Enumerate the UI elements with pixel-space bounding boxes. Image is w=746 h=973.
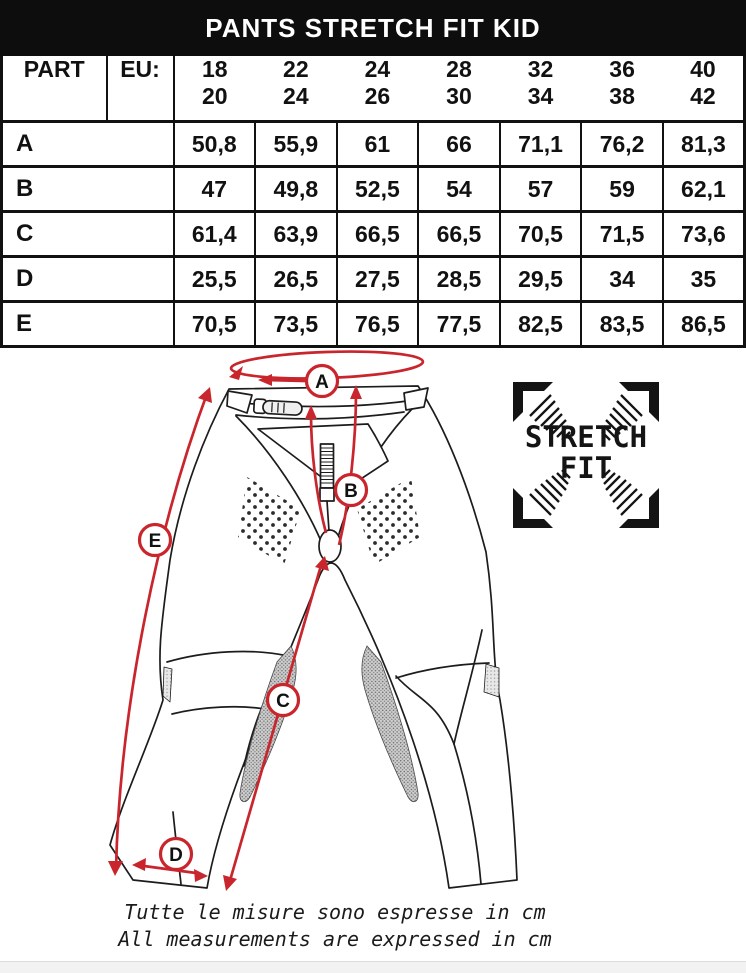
caption-line-english: All measurements are expressed in cm bbox=[118, 927, 552, 951]
measure-badge-a bbox=[307, 366, 338, 397]
row-label: D bbox=[16, 265, 34, 292]
size-value-cell: 59 bbox=[581, 167, 663, 212]
size-top: 24 bbox=[364, 56, 391, 82]
size-value-cell: 83,5 bbox=[581, 302, 663, 347]
size-top: 22 bbox=[283, 56, 309, 82]
size-value-cell: 73,5 bbox=[255, 302, 337, 347]
size-value-cell: 63,9 bbox=[255, 212, 337, 257]
measure-badge-b bbox=[336, 475, 367, 506]
size-header-cell bbox=[663, 56, 745, 122]
size-bottom: 42 bbox=[690, 83, 716, 109]
size-top: 28 bbox=[446, 56, 472, 82]
stretch-fit-logo bbox=[513, 382, 659, 528]
size-value-cell: 52,5 bbox=[337, 167, 419, 212]
size-header-cell bbox=[255, 56, 337, 122]
size-value-cell: 47 bbox=[174, 167, 256, 212]
measure-badge-c bbox=[268, 685, 299, 716]
table-header-row bbox=[2, 56, 745, 122]
size-value-cell: 71,1 bbox=[500, 122, 582, 167]
size-value-cell: 86,5 bbox=[663, 302, 745, 347]
size-header-cell bbox=[500, 56, 582, 122]
table-row bbox=[2, 257, 745, 302]
size-bottom: 30 bbox=[446, 83, 472, 109]
stretch-fit-text-line1: STRETCH bbox=[524, 420, 648, 454]
size-value-cell: 26,5 bbox=[255, 257, 337, 302]
size-header-cell bbox=[174, 56, 256, 122]
chart-title: PANTS STRETCH FIT KID bbox=[205, 12, 541, 43]
size-value-cell: 62,1 bbox=[663, 167, 745, 212]
chart-title-bar bbox=[0, 0, 746, 56]
size-top: 32 bbox=[527, 56, 554, 82]
size-bottom: 38 bbox=[609, 83, 635, 109]
size-value-cell: 61,4 bbox=[174, 212, 256, 257]
size-value-cell: 57 bbox=[500, 167, 582, 212]
size-value-cell: 82,5 bbox=[500, 302, 582, 347]
caption-line-italian: Tutte le misure sono espresse in cm bbox=[124, 900, 546, 924]
measure-badge-d bbox=[161, 839, 192, 870]
measurements-caption bbox=[10, 899, 660, 953]
size-value-cell: 71,5 bbox=[581, 212, 663, 257]
row-label: E bbox=[16, 310, 33, 337]
row-label: C bbox=[16, 220, 34, 247]
size-value-cell: 55,9 bbox=[255, 122, 337, 167]
size-top: 36 bbox=[609, 56, 635, 82]
size-value-cell: 27,5 bbox=[337, 257, 419, 302]
size-value-cell: 35 bbox=[663, 257, 745, 302]
size-value-cell: 77,5 bbox=[418, 302, 500, 347]
size-bottom: 24 bbox=[283, 83, 309, 109]
table-row bbox=[2, 167, 745, 212]
size-value-cell: 25,5 bbox=[174, 257, 256, 302]
size-bottom: 26 bbox=[364, 83, 391, 109]
size-value-cell: 70,5 bbox=[174, 302, 256, 347]
row-label: A bbox=[16, 130, 34, 157]
stretch-fit-text-line2: FIT bbox=[559, 451, 613, 485]
size-value-cell: 66 bbox=[418, 122, 500, 167]
size-value-cell: 76,5 bbox=[337, 302, 419, 347]
size-value-cell: 29,5 bbox=[500, 257, 582, 302]
waist-buckle bbox=[254, 399, 303, 415]
row-label: B bbox=[16, 175, 34, 202]
size-value-cell: 34 bbox=[581, 257, 663, 302]
measure-badge-e bbox=[140, 525, 171, 556]
size-value-cell: 81,3 bbox=[663, 122, 745, 167]
badge-letter: E bbox=[148, 531, 162, 552]
size-value-cell: 76,2 bbox=[581, 122, 663, 167]
size-bottom: 34 bbox=[527, 83, 554, 109]
size-value-cell: 61 bbox=[337, 122, 419, 167]
size-value-cell: 66,5 bbox=[418, 212, 500, 257]
bottom-divider bbox=[0, 961, 746, 973]
size-value-cell: 50,8 bbox=[174, 122, 256, 167]
badge-letter: C bbox=[276, 691, 290, 712]
crotch-gusset bbox=[319, 530, 341, 562]
badge-letter: D bbox=[169, 845, 183, 866]
size-value-cell: 28,5 bbox=[418, 257, 500, 302]
size-header-cell bbox=[337, 56, 419, 122]
pants-diagram bbox=[0, 334, 746, 910]
part-header-cell: PART bbox=[2, 56, 107, 122]
size-value-cell: 70,5 bbox=[500, 212, 582, 257]
size-header-cell bbox=[418, 56, 500, 122]
eu-header-cell: EU: bbox=[107, 56, 174, 122]
size-header-cell bbox=[581, 56, 663, 122]
size-top: 18 bbox=[201, 56, 228, 82]
badge-letter: B bbox=[344, 481, 358, 502]
size-top: 40 bbox=[690, 56, 716, 82]
size-value-cell: 73,6 bbox=[663, 212, 745, 257]
size-value-cell: 49,8 bbox=[255, 167, 337, 212]
size-value-cell: 54 bbox=[418, 167, 500, 212]
size-value-cell: 66,5 bbox=[337, 212, 419, 257]
table-row bbox=[2, 212, 745, 257]
table-row bbox=[2, 122, 745, 167]
badge-letter: A bbox=[315, 372, 329, 393]
size-bottom: 20 bbox=[201, 83, 228, 109]
size-table bbox=[0, 56, 746, 348]
